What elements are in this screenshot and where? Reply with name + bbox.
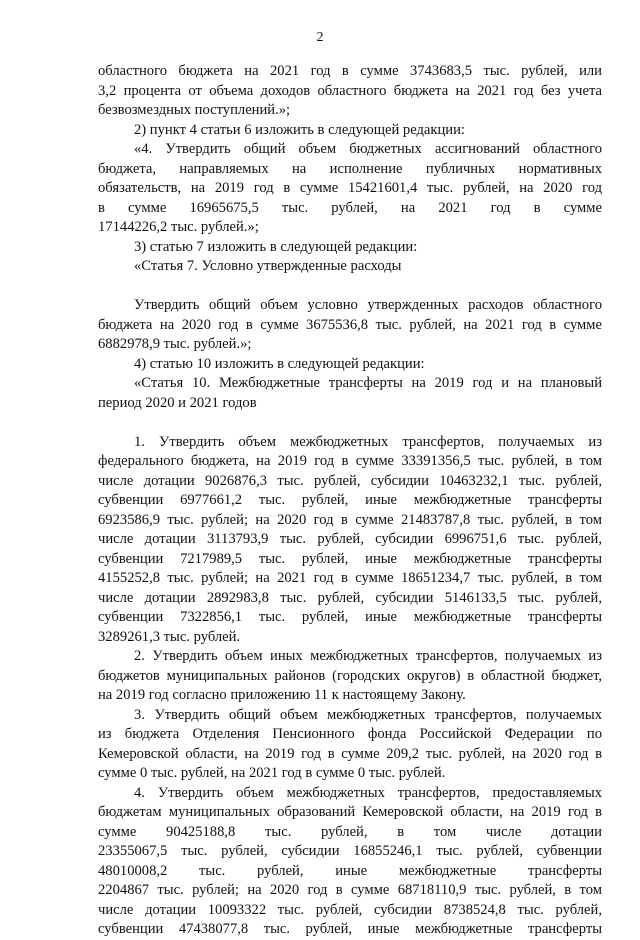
text-line: обязательств, на 2019 год в сумме 15421601,4 тыс. рублей, на 2020 год	[98, 180, 602, 196]
text-line: Утвердить общий объем условно утвержденных расходов областного	[134, 297, 602, 313]
text-line: в сумме 16965675,5 тыс. рублей, на 2021 год в сумме	[98, 199, 602, 216]
text-line: период 2020 и 2021 годов	[98, 394, 257, 411]
text-line: 23355067,5 тыс. рублей, субсидии 16855246,1 тыс. рублей, субвенции	[98, 843, 602, 859]
text-line: числе дотации 9026876,3 тыс. рублей, субсидии 10463232,1 тыс. рублей,	[98, 472, 602, 489]
text-line: 3. Утвердить общий объем межбюджетных трансфертов, получаемых	[134, 706, 602, 723]
text-line: из бюджета Отделения Пенсионного фонда Российской Федерации по	[98, 726, 602, 742]
text-line: на 2019 год согласно приложению 11 к настоящему Закону.	[98, 687, 466, 703]
text-line: бюджета на 2020 год в сумме 3675536,8 тыс. рублей, на 2021 год в сумме	[98, 316, 602, 333]
text-line: числе дотации 3113793,9 тыс. рублей, субсидии 6996751,6 тыс. рублей,	[98, 531, 602, 547]
document-body	[98, 62, 602, 940]
text-line: сумме 0 тыс. рублей, на 2021 год в сумме 0 тыс. рублей.	[98, 765, 446, 781]
text-line: сумме 90425188,8 тыс. рублей, в том числе дотации	[98, 823, 602, 840]
text-line: федерального бюджета, на 2019 год в сумме 33391356,5 тыс. рублей, в том	[98, 453, 602, 469]
text-line: бюджетам муниципальных образований Кемеровской области, на 2019 год в	[98, 804, 602, 820]
text-line: числе дотации 10093322 тыс. рублей, субсидии 8738524,8 тыс. рублей,	[98, 901, 602, 918]
blank-line	[98, 277, 602, 297]
text-line: 4155252,8 тыс. рублей; на 2021 год в сумме 18651234,7 тыс. рублей, в том	[98, 570, 602, 586]
text-line: числе дотации 2892983,8 тыс. рублей, субсидии 5146133,5 тыс. рублей,	[98, 589, 602, 606]
text-line: субвенции 6977661,2 тыс. рублей, иные межбюджетные трансферты	[98, 492, 602, 508]
text-line: бюджетов муниципальных районов (городских округов) в областной бюджет,	[98, 667, 602, 684]
text-line: 48010008,2 тыс. рублей, иные межбюджетные трансферты	[98, 862, 602, 879]
text-line: 2. Утвердить объем иных межбюджетных трансфертов, получаемых из	[134, 648, 602, 664]
text-line: 3289261,3 тыс. рублей.	[98, 628, 241, 645]
text-line: 3,2 процента от объема доходов областного бюджета на 2021 год без учета	[98, 82, 602, 99]
text-line: бюджета, направляемых на исполнение публичных нормативных	[98, 160, 602, 177]
text-line: 6882978,9 тыс. рублей.»;	[98, 336, 252, 352]
text-line: субвенции 7217989,5 тыс. рублей, иные межбюджетные трансферты	[98, 550, 602, 567]
text-line: 2) пункт 4 статьи 6 изложить в следующей редакции:	[134, 121, 465, 138]
text-line: безвозмездных поступлений.»;	[98, 102, 291, 118]
text-line: субвенции 47438077,8 тыс. рублей, иные межбюджетные трансферты	[98, 921, 602, 937]
text-line: 1. Утвердить объем межбюджетных трансфертов, получаемых из	[134, 433, 602, 450]
text-line: «Статья 10. Межбюджетные трансферты на 2019 год и на плановый	[134, 375, 602, 391]
page-number: 2	[316, 30, 324, 45]
text-line: 4. Утвердить объем межбюджетных трансфертов, предоставляемых	[134, 784, 602, 801]
text-line: 4) статью 10 изложить в следующей редакции:	[134, 355, 425, 372]
text-line: «4. Утвердить общий объем бюджетных ассигнований областного	[134, 141, 602, 157]
text-line: субвенции 7322856,1 тыс. рублей, иные межбюджетные трансферты	[98, 609, 602, 625]
text-line: Кемеровской области, на 2019 год в сумме 209,2 тыс. рублей, на 2020 год в	[98, 745, 602, 762]
text-line: 3) статью 7 изложить в следующей редакции:	[134, 238, 418, 255]
text-line: областного бюджета на 2021 год в сумме 3743683,5 тыс. рублей, или	[98, 63, 602, 79]
text-line: 6923586,9 тыс. рублей; на 2020 год в сумме 21483787,8 тыс. рублей, в том	[98, 511, 602, 528]
text-line: 2204867 тыс. рублей; на 2020 год в сумме 68718110,9 тыс. рублей, в том	[98, 882, 602, 898]
text-line: «Статья 7. Условно утвержденные расходы	[134, 258, 402, 274]
blank-line	[98, 413, 602, 433]
text-line: 17144226,2 тыс. рублей.»;	[98, 219, 259, 235]
